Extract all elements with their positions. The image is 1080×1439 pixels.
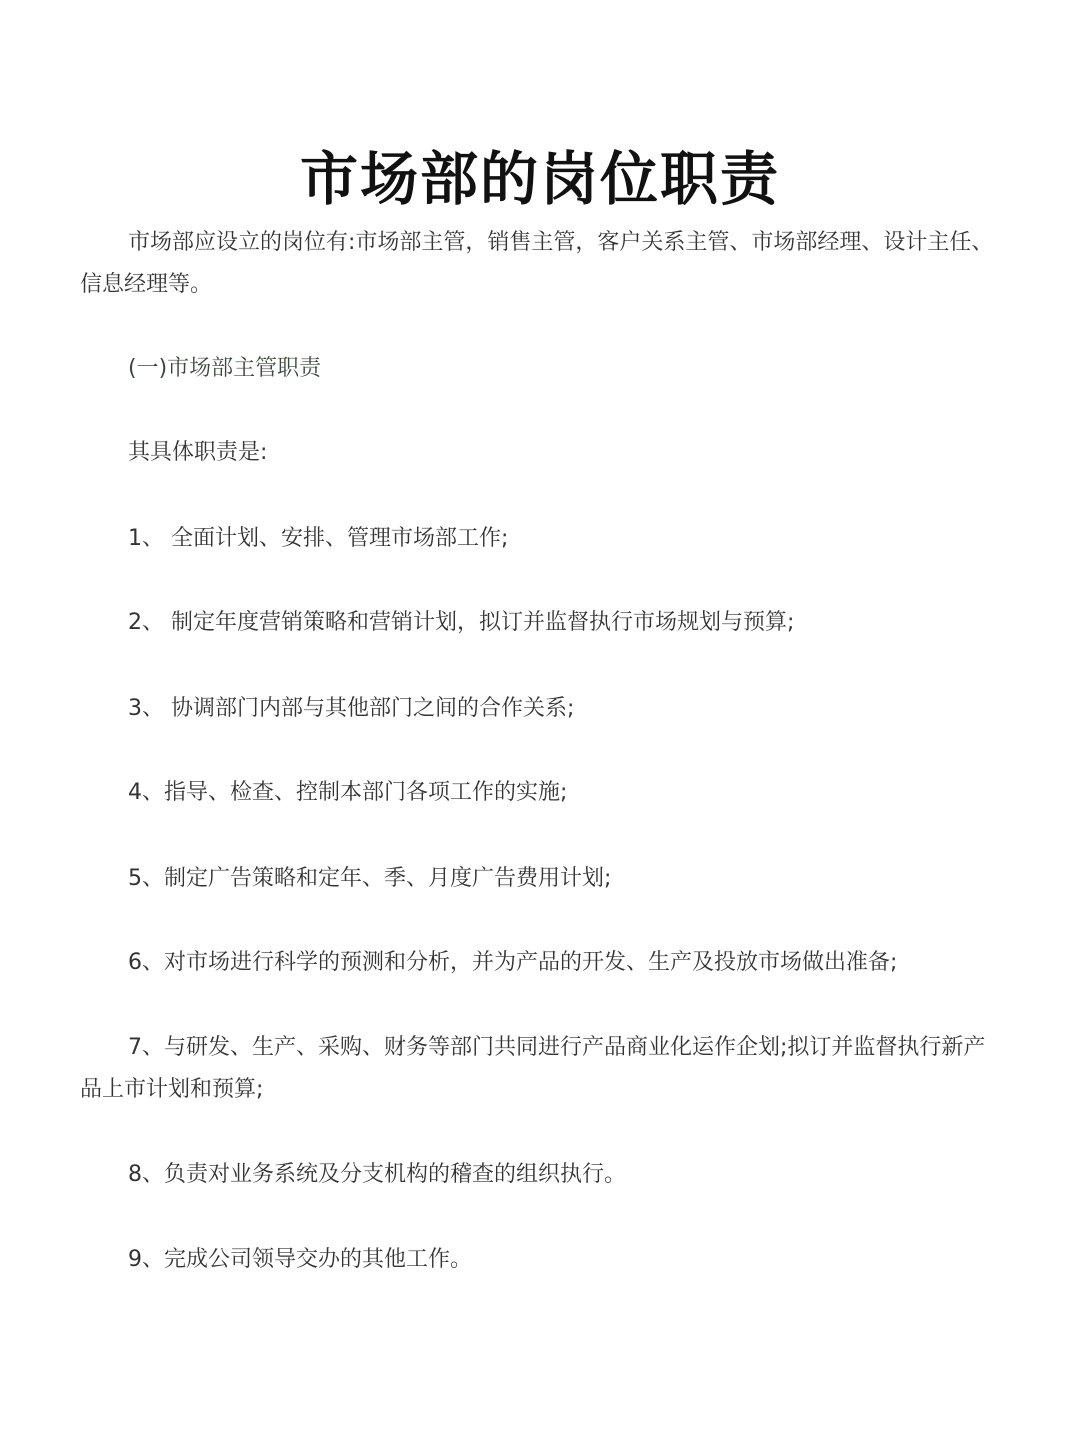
duty-item: 7、与研发、生产、采购、财务等部门共同进行产品商业化运作企划;拟订并监督执行新产品上市计划和预算; [80, 1035, 986, 1102]
duty-item: 5、制定广告策略和定年、季、月度广告费用计划; [128, 866, 612, 891]
duty-item: 2、 制定年度营销策略和营销计划，拟订并监督执行市场规划与预算; [128, 610, 795, 635]
intro-paragraph: 市场部应设立的岗位有:市场部主管，销售主管，客户关系主管、市场部经理、设计主任、信息经理等。 [80, 230, 994, 297]
duties-lead: 其具体职责是: [128, 440, 268, 465]
duty-item: 1、 全面计划、安排、管理市场部工作; [128, 526, 509, 551]
duty-item: 8、负责对业务系统及分支机构的稽查的组织执行。 [128, 1162, 626, 1187]
duty-item: 9、完成公司领导交办的其他工作。 [128, 1247, 472, 1272]
duty-item: 3、 协调部门内部与其他部门之间的合作关系; [128, 696, 575, 721]
duty-item: 6、对市场进行科学的预测和分析，并为产品的开发、生产及投放市场做出准备; [128, 950, 898, 975]
section-heading: (一)市场部主管职责 [128, 356, 322, 381]
page-title: 市场部的岗位职责 [299, 144, 780, 213]
duty-item: 4、指导、检查、控制本部门各项工作的实施; [128, 780, 568, 805]
